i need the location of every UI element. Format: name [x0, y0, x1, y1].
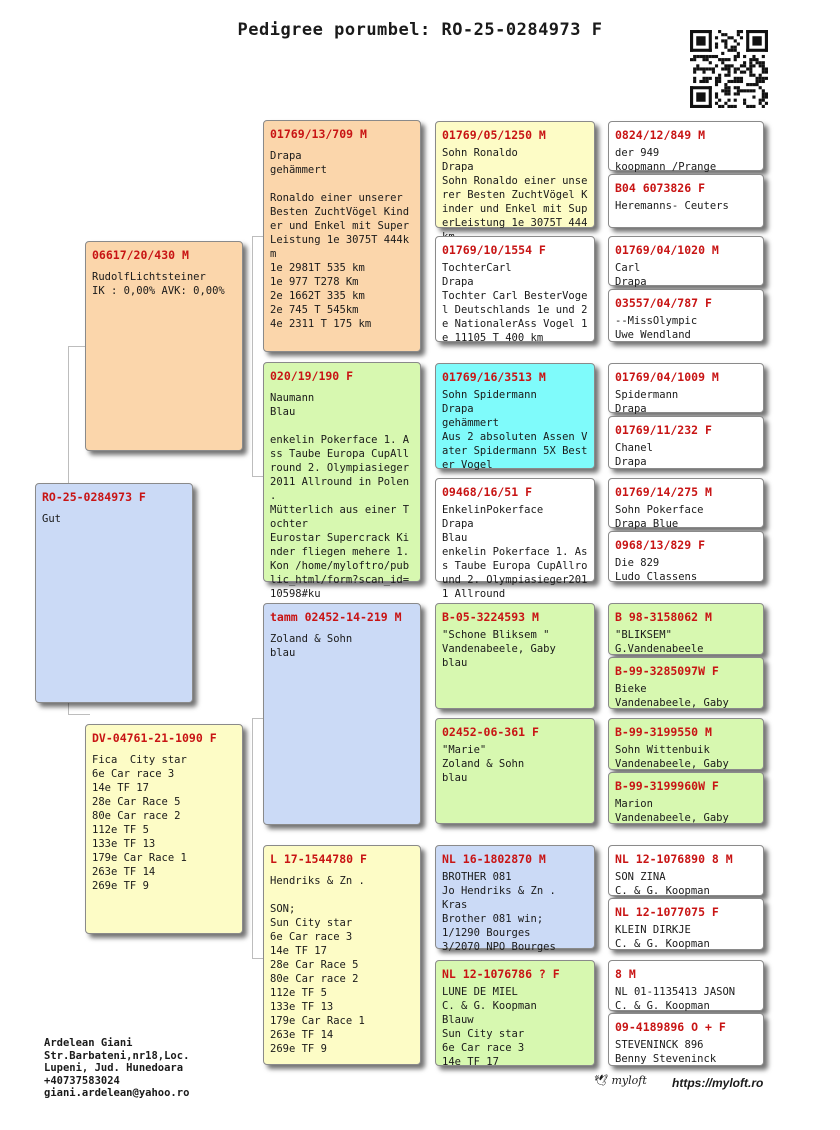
pigeon-card-dam-dam[interactable]	[263, 845, 421, 1065]
qr-code	[690, 30, 768, 108]
ring-number: 06617/20/430 M	[92, 248, 189, 262]
ring-number: 03557/04/787 F	[615, 296, 712, 310]
ring-number: 01769/05/1250 M	[442, 128, 546, 142]
pigeon-card-g5-1[interactable]	[608, 121, 764, 171]
card-details: --MissOlympic Uwe Wendland	[615, 315, 698, 341]
ring-number: 09468/16/51 F	[442, 485, 533, 499]
pigeon-card-dss[interactable]	[435, 603, 595, 709]
pigeon-card-g5-16[interactable]	[608, 1013, 764, 1066]
ring-number: NL 12-1076786 ? F	[442, 967, 560, 981]
pigeon-card-g5-14[interactable]	[608, 898, 764, 950]
connector-line	[252, 718, 253, 958]
dove-icon: 🕊	[594, 1074, 608, 1087]
card-details: Die 829 Ludo Classens	[615, 557, 698, 583]
ring-number: B-99-3285097W F	[615, 664, 719, 678]
pigeon-card-ssd[interactable]	[435, 236, 595, 342]
connector-line	[252, 236, 253, 476]
pigeon-card-g5-13[interactable]	[608, 845, 764, 896]
pigeon-card-g5-9[interactable]	[608, 603, 764, 655]
card-details: Fica City star 6e Car race 3 14e TF 17 28e Car Race 5 80e Car race 2 112e TF 5 133e TF 13 179e Car Race 1 263e TF 14 269e TF 9	[92, 754, 187, 892]
pigeon-card-dam-sire[interactable]	[263, 603, 421, 825]
card-details: NL 01-1135413 JASON C. & G. Koopman	[615, 986, 736, 1012]
card-details: Naumann Blau enkelin Pokerface 1. Ass Taube Europa CupAllround 2. Olympiasieger2011 Allround in Polen . Mütterlich aus einer Tochter Eurostar Supercrack Kinder fliegen mehere 1. Kon /home/myloftro/public_html/form?scan_id=10598#ku	[270, 392, 410, 600]
card-details: Bieke Vandenabeele, Gaby	[615, 683, 729, 709]
card-details: Zoland & Sohn blau	[270, 633, 353, 659]
ring-number: NL 12-1077075 F	[615, 905, 719, 919]
ring-number: 01769/16/3513 M	[442, 370, 546, 384]
pigeon-card-g5-6[interactable]	[608, 416, 764, 469]
card-details: RudolfLichtsteiner IK : 0,00% AVK: 0,00%	[92, 271, 225, 297]
pigeon-card-g5-7[interactable]	[608, 478, 764, 528]
pigeon-card-sss[interactable]	[435, 121, 595, 228]
card-details: Spidermann Drapa	[615, 389, 679, 415]
ring-number: 0968/13/829 F	[615, 538, 706, 552]
pigeon-card-sdd[interactable]	[435, 478, 595, 600]
ring-number: 01769/04/1009 M	[615, 370, 719, 384]
pigeon-card-sire-sire[interactable]	[263, 120, 421, 352]
card-details: LUNE DE MIEL C. & G. Koopman Blauw Sun City star 6e Car race 3 14e TF 17	[442, 986, 537, 1068]
ring-number: 8 M	[615, 967, 636, 981]
ring-number: B-99-3199550 M	[615, 725, 712, 739]
page-title: Pedigree porumbel: RO-25-0284973 F	[237, 20, 603, 40]
card-details: EnkelinPokerface Drapa Blau enkelin Pokerface 1. Ass Taube Europa CupAllround 2. Olympiasieger2011 Allround	[442, 504, 588, 600]
card-details: Hendriks & Zn . SON; Sun City star 6e Car race 3 14e TF 17 28e Car Race 5 80e Car race 2 112e TF 5 133e TF 13 179e Car Race 1 263e TF 14 269e TF 9	[270, 875, 365, 1055]
card-details: Sohn Wittenbuik Vandenabeele, Gaby	[615, 744, 729, 770]
pigeon-card-g5-2[interactable]	[608, 174, 764, 228]
pigeon-card-g5-5[interactable]	[608, 363, 764, 413]
ring-number: DV-04761-21-1090 F	[92, 731, 217, 745]
ring-number: 01769/10/1554 F	[442, 243, 546, 257]
card-details: Gut	[42, 513, 61, 525]
pigeon-card-main[interactable]	[35, 483, 193, 703]
pigeon-card-g5-10[interactable]	[608, 657, 764, 709]
card-details: Carl Drapa	[615, 262, 647, 288]
pigeon-card-g5-12[interactable]	[608, 772, 764, 824]
ring-number: tamm 02452-14-219 M	[270, 610, 402, 624]
ring-number: 01769/11/232 F	[615, 423, 712, 437]
pigeon-card-sds[interactable]	[435, 363, 595, 469]
card-details: Drapa gehämmert Ronaldo einer unserer Besten ZuchtVögel Kinder und Enkel mit SuperLeistung 1e 3075T 444km 1e 2981T 535 km 1e 977 T278 Km 2e 1662T 335 km 2e 745 T 545km 4e 2311 T 175 km	[270, 150, 410, 330]
pigeon-card-sire-dam[interactable]	[263, 362, 421, 600]
pigeon-card-dsd[interactable]	[435, 718, 595, 824]
pigeon-card-g5-4[interactable]	[608, 289, 764, 342]
card-details: Sohn Pokerface Drapa Blue	[615, 504, 704, 530]
ring-number: B 98-3158062 M	[615, 610, 712, 624]
pigeon-card-g5-3[interactable]	[608, 236, 764, 286]
connector-line	[68, 714, 90, 715]
myloft-logo: 🕊 myloft	[594, 1074, 647, 1087]
pigeon-card-dam[interactable]	[85, 724, 243, 934]
card-details: STEVENINCK 896 Benny Steveninck	[615, 1039, 717, 1065]
card-details: Sohn Spidermann Drapa gehämmert Aus 2 absoluten Assen Vater Spidermann 5X Bester Vogel	[442, 389, 588, 471]
ring-number: 09-4189896 O + F	[615, 1020, 726, 1034]
ring-number: 02452-06-361 F	[442, 725, 539, 739]
website-link[interactable]: https://myloft.ro	[672, 1076, 764, 1090]
owner-contact: Ardelean Giani Str.Barbateni,nr18,Loc. Lupeni, Jud. Hunedoara +40737583024 giani.ardelean@yahoo.ro	[44, 1037, 190, 1099]
ring-number: 01769/14/275 M	[615, 485, 712, 499]
card-details: TochterCarl Drapa Tochter Carl BesterVogel Deutschlands 1e und 2e NationalerAss Vogel 1e 11105 T 400 km	[442, 262, 588, 344]
card-details: KLEIN DIRKJE C. & G. Koopman	[615, 924, 710, 950]
pigeon-card-dds[interactable]	[435, 845, 595, 953]
pigeon-card-ddd[interactable]	[435, 960, 595, 1066]
ring-number: 01769/04/1020 M	[615, 243, 719, 257]
ring-number: L 17-1544780 F	[270, 852, 367, 866]
ring-number: NL 12-1076890 8 M	[615, 852, 733, 866]
card-details: "Schone Bliksem " Vandenabeele, Gaby blau	[442, 629, 556, 669]
card-details: "Marie" Zoland & Sohn blau	[442, 744, 525, 784]
pigeon-card-g5-15[interactable]	[608, 960, 764, 1011]
card-details: BROTHER 081 Jo Hendriks & Zn . Kras Brother 081 win; 1/1290 Bourges 3/2070 NPO Bourges	[442, 871, 556, 953]
card-details: der 949 koopmann /Prange	[615, 147, 717, 173]
ring-number: 01769/13/709 M	[270, 127, 367, 141]
card-details: Marion Vandenabeele, Gaby	[615, 798, 729, 824]
card-details: Sohn Ronaldo Drapa Sohn Ronaldo einer unserer Besten ZuchtVögel Kinder und Enkel mit SuperLeistung 1e 3075T 444	[442, 147, 588, 229]
ring-number: 0824/12/849 M	[615, 128, 706, 142]
pigeon-card-g5-11[interactable]	[608, 718, 764, 770]
ring-number: B04 6073826 F	[615, 181, 706, 195]
ring-number: RO-25-0284973 F	[42, 490, 146, 504]
pigeon-card-g5-8[interactable]	[608, 531, 764, 582]
card-details: Heremanns- Ceuters	[615, 200, 729, 212]
card-details: "BLIKSEM" G.Vandenabeele	[615, 629, 704, 655]
ring-number: NL 16-1802870 M	[442, 852, 546, 866]
card-details: Chanel Drapa	[615, 442, 653, 468]
card-details: SON ZINA C. & G. Koopman	[615, 871, 710, 897]
ring-number: B-99-3199960W F	[615, 779, 719, 793]
ring-number: B-05-3224593 M	[442, 610, 539, 624]
pigeon-card-sire[interactable]	[85, 241, 243, 451]
ring-number: 020/19/190 F	[270, 369, 354, 383]
